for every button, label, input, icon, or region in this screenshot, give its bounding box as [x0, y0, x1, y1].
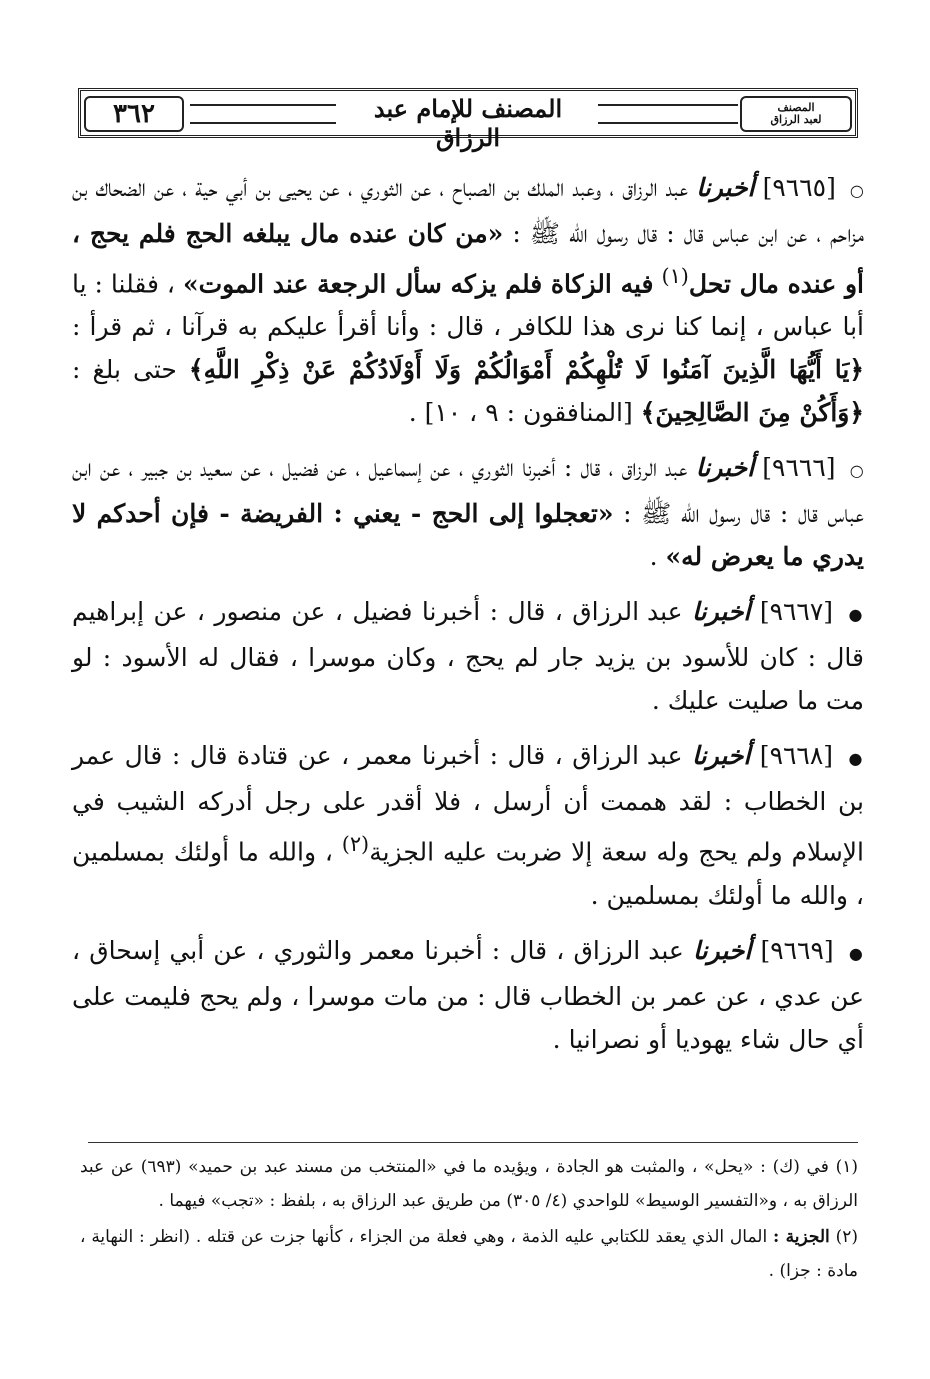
quran-verse-2: ﴿وَأَكُنْ مِنَ الصَّالِحِينَ﴾	[640, 398, 864, 428]
narration-text: عبد الرزاق ، قال : أخبرنا فضيل ، عن منصور ، عن إبراهيم قال : كان للأسود بن يزيد جار لم يحج ، وكان موسرا ، فقال له الأسود : لو مت ما صليت عليك .	[72, 597, 864, 716]
quran-verse: ﴿يَا أَيُّهَا الَّذِينَ آمَنُوا لَا تُلْهِكُمْ أَمْوَالُكُمْ وَلَا أَوْلَادُكُمْ عَنْ ذِكْرِ اللَّهِ﴾	[188, 355, 864, 385]
footnote-ref: (١)	[661, 264, 689, 288]
narration-lead: أخبرنا	[692, 597, 751, 627]
footnote-number: (١)	[835, 1157, 858, 1177]
narration-text: عبد الرزاق ، قال : أخبرنا معمر والثوري ، عن أبي إسحاق ، عن عدي ، عن عمر بن الخطاب قال : من مات موسرا ، ولم يحج فليمت على أي حال شاء يهوديا أو نصرانيا .	[72, 935, 864, 1054]
narration-lead: أخبرنا	[696, 173, 755, 202]
hadith-9665	[72, 166, 864, 434]
hadith-9669	[72, 929, 864, 1061]
narration-end: ، والله ما أولئك بمسلمين ، والله ما أولئك بمسلمين .	[72, 837, 864, 910]
footnote-2	[80, 1220, 858, 1288]
footnotes	[80, 1150, 858, 1290]
footnote-ref: (٢)	[341, 832, 370, 857]
narration-end: .	[649, 542, 658, 572]
narration-lead: أخبرنا	[695, 453, 755, 483]
hadith-number: [٩٦٦٧]	[759, 597, 834, 627]
footnote-text: في (ك) : «يحل» ، والمثبت هو الجادة ، ويؤيده ما في «المنتخب من مسند عبد بن حميد» (٦٩٣) عن عبد الرزاق به ، و«التفسير الوسيط» للواحدي (٤/ ٣٠٥) من طريق عبد الرزاق به ، بلفظ : «تجب» فيهما .	[80, 1157, 858, 1211]
hadith-number: [٩٦٦٦]	[762, 453, 836, 483]
book-title: المصنف للإمام عبد الرزاق	[373, 94, 563, 152]
running-header	[78, 82, 858, 152]
footnote-1	[80, 1150, 858, 1218]
page-number: ٣٦٢	[113, 99, 155, 129]
hadith-number: [٩٦٦٥]	[762, 173, 836, 202]
hadith-number: [٩٦٦٩]	[760, 935, 834, 965]
quran-citation: [المنافقون : ٩ ، ١٠] .	[408, 398, 633, 428]
isnad-text: عبد الرزاق ، وعبد الملك بن الصباح ، عن الثوري ، عن يحيى بن أبي حية ، عن الضحاك بن مزاحم ، عن ابن عباس قال : قال رسول الله ﷺ :	[72, 173, 865, 248]
logo-line-1: المصنف	[777, 101, 815, 114]
narration-text: عبد الرزاق ، قال : أخبرنا معمر ، عن قتادة قال : قال عمر بن الخطاب : لقد هممت أن أرسل ، فلا أقدر على رجل أدركه الشيب في الإسلام ولم يحج وله سعة إلا ضربت عليه الجزية	[72, 741, 864, 867]
narration-lead: أخبرنا	[692, 741, 751, 771]
footnote-text: المال الذي يعقد للكتابي عليه الذمة ، وهي فعلة من الجزاء ، كأنها جزت عن قتله . (انظر : النهاية ، مادة : جزا) .	[80, 1227, 858, 1281]
hadith-9668	[72, 734, 864, 916]
main-text	[72, 166, 864, 1073]
hadith-9667	[72, 590, 864, 722]
hadith-marker: ●	[848, 749, 864, 769]
header-ornament-left	[190, 104, 336, 124]
hadith-marker: ○	[849, 181, 865, 200]
hadith-marker: ●	[848, 943, 865, 963]
narration-text: ، فقلنا : يا أبا عباس ، إنما كنا نرى هذا للكافر ، قال : وأنا أقرأ عليكم به قرآنا ، ثم قرأ :	[72, 269, 864, 342]
header-ornament-right	[598, 104, 738, 124]
footnote-number: (٢)	[835, 1227, 858, 1247]
narration-text-2: حتى بلغ :	[72, 355, 177, 385]
hadith-marker: ○	[849, 461, 864, 481]
isnad-text: عبد الرزاق ، قال : أخبرنا الثوري ، عن إسماعيل ، عن فضيل ، عن سعيد بن جبير ، عن ابن عباس قال : قال رسول الله ﷺ :	[72, 453, 864, 529]
hadith-9666	[72, 446, 864, 578]
footnote-term: الجزية :	[773, 1227, 830, 1247]
prophetic-quote: «من كان عنده مال يبلغه الحج فلم يحج ، أو عنده مال تحل	[72, 219, 864, 299]
footnote-separator	[88, 1142, 858, 1143]
book-logo-cartouche	[740, 96, 852, 132]
logo-line-2: لعبد الرزاق	[770, 113, 822, 126]
prophetic-quote-cont: فيه الزكاة فلم يزكه سأل الرجعة عند الموت»	[182, 269, 654, 299]
hadith-number: [٩٦٦٨]	[759, 741, 834, 771]
prophetic-quote: «تعجلوا إلى الحج - يعني : الفريضة - فإن أحدكم لا يدري ما يعرض له»	[72, 499, 864, 572]
hadith-marker: ●	[848, 605, 864, 625]
page-number-cartouche	[84, 96, 184, 132]
narration-lead: أخبرنا	[692, 935, 752, 965]
